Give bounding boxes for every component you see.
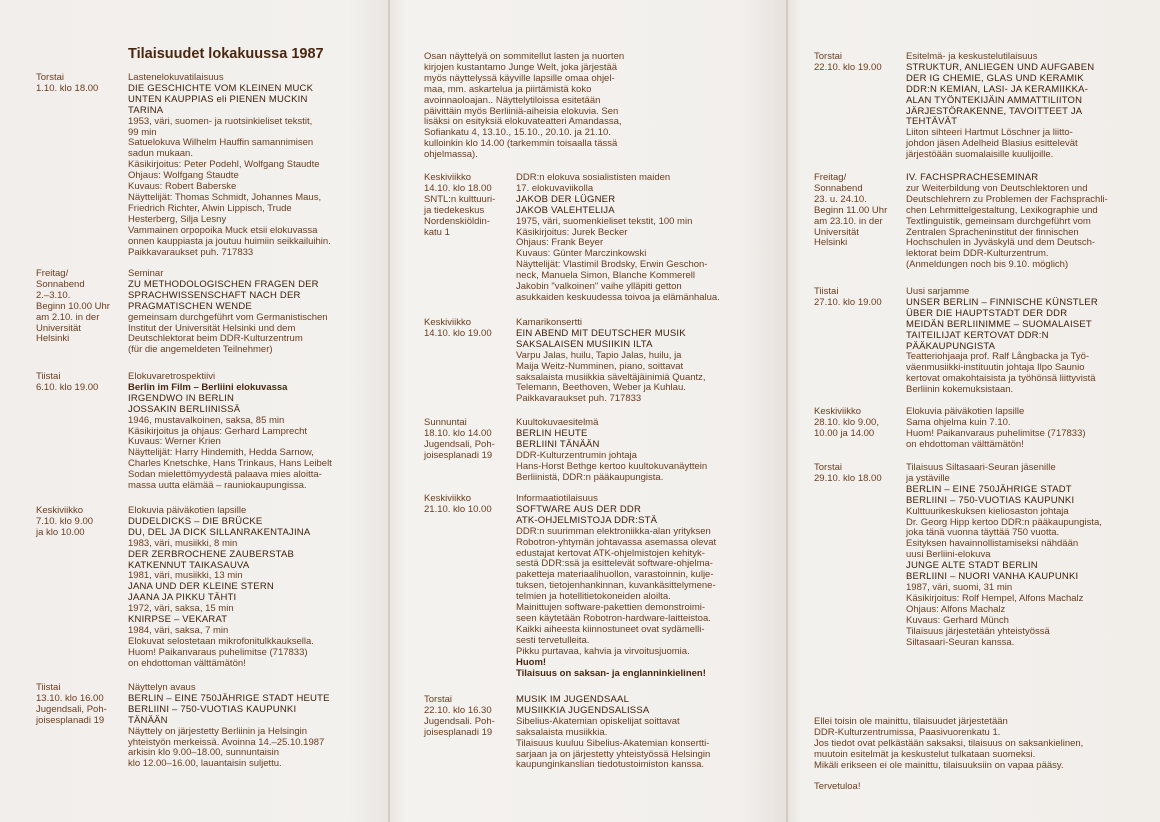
event-text: Näyttelijät: Harry Hindemith, Hedda Sarnow, [128, 447, 314, 459]
event-text: sadun mukaan. [128, 148, 193, 160]
event-heading: JOSSAKIN BERLIINISSÄ [128, 403, 241, 415]
event-date-line: Tiistai [36, 371, 61, 382]
event-text: Kuvaus: Robert Baberske [128, 181, 237, 193]
event-text: 17. elokuvaviikolla [516, 182, 594, 194]
event-description [906, 287, 1098, 396]
event-text: maa, mm. askartelua ja piirtämistä koko [424, 83, 592, 95]
event-date [424, 695, 495, 739]
event-heading: TEHTÄVÄT [906, 116, 958, 128]
event-text: Ohjaus: Alfons Machalz [906, 603, 1006, 615]
event-text: joka tänä vuonna täyttää 750 vuotta. [906, 527, 1060, 539]
event-text: DDR-Kulturzentrumin johtaja [516, 449, 637, 461]
event-text: Hochschulen in Jyväskylä und dem Deutsch- [906, 237, 1096, 249]
event-date-line: 2.–3.10. [36, 289, 71, 301]
event-description [906, 173, 1108, 271]
event-date-line: Universität [36, 322, 81, 334]
event-text: Elokuvia päiväkotien lapsille [128, 505, 247, 516]
event-text: 1946, mustavalkoinen, saksa, 85 min [128, 414, 285, 426]
event-date-line: Keskiviikko [424, 493, 471, 504]
event-heading: JAKOB DER LÜGNER [516, 193, 616, 205]
event-date-line: Jugendsali. Poh- [424, 715, 495, 727]
event-date-line: Beginn 11.00 Uhr [814, 204, 888, 216]
event-heading: BERLIINI – 750-VUOTIAS KAUPUNKI [906, 494, 1075, 506]
event-text: Satuelokuva Wilhelm Hauffin samannimisen [128, 137, 314, 149]
event-date-line: 1.10. klo 18.00 [36, 82, 99, 94]
event-date-line: Helsinki [36, 333, 70, 345]
event-text: avoinnaoloajan.. Näyttelytiloissa esitetään [424, 94, 601, 106]
event-heading: JUNGE ALTE STADT BERLIN [906, 560, 1038, 572]
event-text: saksalaista musiikkia. [516, 726, 608, 738]
event-heading: JÄRJESTÖRAKENNE, TAVOITTEET JA [906, 105, 1083, 117]
event-text: seen käytetään Robotron-hardware-laitteistoa. [516, 612, 711, 624]
event-text: Käsikirjoitus: Peter Podehl, Wolfgang Staudte [128, 159, 320, 171]
event-date-line: Tiistai [36, 682, 61, 693]
event-text: Näyttely on järjestetty Berliinin ja Helsingin [128, 725, 307, 737]
event-date-line: 27.10. klo 19.00 [814, 296, 882, 308]
event-text: muutoin esitelmät ja keskustelut tulkataan suomeksi. [814, 748, 1036, 760]
event-heading: BERLIINI – NUORI VANHA KAUPUNKI [906, 571, 1079, 583]
page-title: Tilaisuudet lokakuussa 1987 [128, 46, 324, 62]
event-heading: TARINA [128, 104, 164, 116]
event-text: Kuvaus: Günter Marczinkowski [516, 248, 647, 260]
event-date-line: Sunnuntai [424, 417, 467, 428]
event-text: 1984, väri, saksa, 7 min [128, 624, 229, 636]
event-date [36, 73, 98, 95]
event-text: (für die angemeldeten Teilnehmer) [128, 344, 273, 356]
event-text: Institut der Universität Helsinki und dem [128, 322, 296, 334]
event-date [814, 287, 882, 309]
event-text: 1953, väri, suomen- ja ruotsinkieliset tekstit, [128, 115, 313, 127]
event-date-line: 22.10. klo 16.30 [424, 704, 492, 716]
event-heading: BERLIINI – 750-VUOTIAS KAUPUNKI [128, 703, 297, 715]
event-description [128, 73, 331, 258]
event-text: edustajat kertovat ATK-ohjelmistojen kehityk- [516, 547, 705, 559]
event-date-line: Torstai [424, 694, 452, 705]
event-text: Berliinistä, DDR:n pääkaupungista. [516, 471, 664, 483]
event-date-line: Keskiviikko [424, 317, 471, 328]
event-description [128, 683, 330, 770]
event-date-line: 21.10. klo 10.00 [424, 503, 492, 515]
event-text: on ehdottoman välttämätön! [906, 438, 1024, 450]
event-date-line: joisesplanadi 19 [424, 726, 493, 738]
event-text: Kuultokuvaesitelmä [516, 417, 599, 428]
event-text: kulloinkin klo 14.00 (tarkemmin toisaalla tässä [424, 138, 618, 150]
event-date-line: Torstai [814, 462, 842, 473]
event-date-line: 18.10. klo 14.00 [424, 427, 492, 439]
event-date [36, 372, 98, 394]
event-text: ohjelmassa). [424, 149, 478, 161]
event-date-line: 14.10. klo 19.00 [424, 327, 492, 339]
event-heading: TAITEILIJAT KERTOVAT DDR:N [906, 329, 1049, 341]
event-heading: ZU METHODOLOGISCHEN FRAGEN DER [128, 278, 319, 290]
event-date-line: 23. u. 24.10. [814, 193, 867, 205]
event-text: Berliinin kokemuksistaan. [906, 384, 1014, 396]
event-text: lektorat beim DDR-Kulturzentrum. [906, 248, 1049, 260]
event-date [36, 506, 93, 539]
event-text: massa uutta elämää – rauniokaupungissa. [128, 480, 307, 492]
event-text: 1983, väri, musiikki, 8 min [128, 537, 238, 549]
event-text: Kulttuurikeskuksen kieliosaston johtaja [906, 505, 1069, 517]
event-text: Telemann, Beethoven, Weber ja Kuhlau. [516, 382, 686, 394]
event-date-line: ja klo 10.00 [36, 526, 85, 538]
event-text: Deutschlektorat beim DDR-Kulturzentrum [128, 333, 303, 345]
event-text: myös näyttelyssä käyville lapsille omaa ohjel- [424, 72, 615, 84]
event-heading: STRUKTUR, ANLIEGEN UND AUFGABEN [906, 61, 1095, 73]
fold-line [786, 0, 788, 822]
event-text: Kuvaus: Gerhard Münch [906, 614, 1009, 626]
event-text: tuksen, tietojenhankinnan, kuvankäsittelymene- [516, 580, 716, 592]
event-date-line: 28.10. klo 9.00, [814, 416, 879, 428]
event-date [424, 173, 495, 238]
event-description [516, 494, 716, 679]
event-date-line: am 2.10. in der [36, 311, 100, 323]
event-text: paketteja materiaalihuollon, varastoinnin, kulje- [516, 569, 714, 581]
event-text: Charles Knetschke, Hans Trinkaus, Hans Leibelt [128, 458, 332, 470]
event-date-line: joisesplanadi 19 [36, 714, 105, 726]
event-date [424, 418, 495, 462]
event-text: Huom! Paikanvaraus puhelimitse (717833) [128, 646, 308, 658]
event-text: chen Lehrmittelgestaltung, Lexikographie und [906, 204, 1098, 216]
event-text: DDR-Kulturzentrumissa, Paasivuorenkatu 1. [814, 726, 1001, 738]
event-text: Kamarikonsertti [516, 317, 582, 328]
event-date-line: Sonnabend [36, 278, 85, 290]
event-text: telmien ja hotellitietokoneiden aloilta. [516, 591, 671, 603]
event-text: johdon jäsen Adelheid Blasius esittelevät [906, 138, 1078, 150]
event-text: Osan näyttelyä on sommitellut lasten ja nuorten [424, 51, 625, 62]
event-text: järjestöään suomalaisille kuulijoille. [906, 149, 1054, 161]
event-text: 99 min [128, 126, 157, 138]
event-text: Varpu Jalas, huilu, Tapio Jalas, huilu, ja [516, 349, 682, 361]
event-text: Käsikirjoitus: Rolf Hempel, Alfons Machalz [906, 592, 1084, 604]
event-heading: EIN ABEND MIT DEUTSCHER MUSIK [516, 327, 686, 339]
fold-line [388, 0, 390, 822]
event-date-line: Tiistai [814, 286, 839, 297]
event-text: Friedrich Richter, Alwin Lippisch, Trude [128, 202, 292, 214]
event-text: kertovat omakohtaisista ja työhönsä liittyvistä [906, 373, 1096, 385]
event-date-line: Keskiviikko [36, 505, 83, 516]
event-description [516, 318, 706, 405]
event-heading: BERLIN – EINE 750JÄHRIGE STADT HEUTE [128, 692, 330, 704]
event-date-line: 7.10. klo 9.00 [36, 515, 94, 527]
event-text: Teatteriohjaaja prof. Ralf Långbacka ja Työ- [906, 351, 1090, 363]
event-date-line: SNTL:n kulttuuri- [424, 193, 496, 205]
event-date-line: ja tiedekeskus [424, 204, 485, 216]
event-text: Sibelius-Akatemian opiskelijat soittavat [516, 715, 680, 727]
event-heading: JAANA JA PIKKU TÄHTI [128, 592, 237, 604]
event-text: Seminar [128, 268, 164, 279]
event-text: Tilaisuus Siltasaari-Seuran jäsenille [906, 462, 1056, 473]
event-text: Ohjaus: Frank Beyer [516, 237, 604, 249]
event-date-line: Universität [814, 226, 859, 238]
event-description [906, 407, 1086, 451]
event-heading: MUSIIKKIA JUGENDSALISSA [516, 704, 650, 716]
event-text: DDR:n suurimman elektroniikka-alan yrityksen [516, 525, 711, 537]
event-text: Pikku purtavaa, kahvia ja virvoitusjuomia. [516, 645, 690, 657]
event-text: Mainittujen software-pakettien demonstroimi- [516, 602, 706, 614]
event-text: Hans-Horst Bethge kertoo kuultokuvanäyttein [516, 460, 708, 472]
event-text: Käsikirjoitus ja ohjaus: Gerhard Lamprecht [128, 425, 308, 437]
event-date-line: Keskiviikko [814, 406, 861, 417]
event-text: Tilaisuus on saksan- ja englanninkielinen! [516, 667, 706, 679]
event-text: Esityksen havainnollistamiseksi nähdään [906, 538, 1079, 550]
event-text: Zentralen Spracheninstitut der finnischen [906, 226, 1079, 238]
event-heading: BERLIN HEUTE [516, 427, 588, 439]
event-text: Mikäli erikseen ei ole mainittu, tilaisuuksiin on vapaa pääsy. [814, 759, 1064, 771]
event-heading: JAKOB VALEHTELIJA [516, 204, 615, 216]
event-heading: KATKENNUT TAIKASAUVA [128, 559, 250, 571]
event-text: Uusi sarjamme [906, 286, 970, 297]
event-date-line: Freitag/ [814, 172, 847, 183]
event-text: Huom! Paikanvaraus puhelimitse (717833) [906, 427, 1086, 439]
event-heading: MUSIK IM JUGENDSAAL [516, 694, 630, 705]
event-heading: ALAN TYÖNTEKIJÄIN AMMATTILIITON [906, 94, 1083, 106]
event-text: gemeinsam durchgeführt vom Germanistischen [128, 311, 328, 323]
event-text: Jakobin "valkoinen" vaihe ylläpiti getton [516, 281, 682, 293]
event-date [814, 173, 887, 249]
event-date-line: Freitag/ [36, 268, 69, 279]
event-date-line: 29.10. klo 18.00 [814, 472, 882, 484]
event-description [128, 372, 332, 492]
event-text: Näyttelijät: Thomas Schmidt, Johannes Maus, [128, 191, 322, 203]
event-date-line: Helsinki [814, 237, 848, 249]
event-heading: DIE GESCHICHTE VOM KLEINEN MUCK [128, 82, 314, 94]
event-description [516, 695, 710, 771]
event-heading: DUDELDICKS – DIE BRÜCKE [128, 515, 263, 527]
event-text: kirjojen kustantamo Junge Welt, joka järjestää [424, 61, 618, 73]
event-text: päivittäin myös Berliiniä-aiheisia elokuvia. Sen [424, 105, 619, 117]
event-heading: UNSER BERLIN – FINNISCHE KÜNSTLER [906, 296, 1098, 308]
event-text: Textlinguistik, gemeinsam durchgeführt vom [906, 215, 1091, 227]
event-date [424, 318, 492, 340]
event-text: on ehdottoman välttämätön! [128, 657, 246, 669]
event-heading: DER IG CHEMIE, GLAS UND KERAMIK [906, 72, 1084, 84]
event-text: Kuvaus: Werner Krien [128, 436, 221, 448]
event-date-line: 13.10. klo 16.00 [36, 692, 104, 704]
event-description [128, 506, 314, 670]
event-text: Sodan mielettömyydestä palaava mies aloitta- [128, 469, 322, 481]
event-heading: ATK-OHJELMISTOJA DDR:STÄ [516, 514, 658, 526]
event-text: sarjaan ja on järjestetty yhteistyössä Helsingin [516, 748, 711, 760]
event-date-line: Keskiviikko [424, 172, 471, 183]
event-heading: SPRACHWISSENSCHAFT NACH DER [128, 289, 301, 301]
event-text: saksalaista musiikkia säveltäjäinimiä Quantz, [516, 371, 706, 383]
event-description [516, 173, 720, 304]
event-text: Lastenelokuvatilaisuus [128, 72, 224, 83]
event-text: kaupunginkanslian tiedotustoimiston kanssa. [516, 759, 705, 771]
event-text: neck, Manuela Simon, Blanche Kommerell [516, 270, 696, 282]
event-text: (Anmeldungen noch bis 9.10. möglich) [906, 259, 1069, 271]
event-text: 1972, väri, saksa, 15 min [128, 603, 234, 615]
event-text: klo 12.00–16.00, lauantaisin suljettu. [128, 758, 282, 770]
event-text: Tilaisuus kuuluu Sibelius-Akatemian konsertti- [516, 737, 710, 749]
event-heading: DDR:N KEMIAN, LASI- JA KERAMIIKKA- [906, 83, 1089, 95]
event-text: yhteistyön merkeissä. Avoinna 14.–25.10.1987 [128, 736, 325, 748]
event-text: Sofiankatu 4, 13.10., 15.10., 20.10. ja 21.10. [424, 127, 611, 139]
event-text: ja ystäville [906, 472, 950, 484]
event-text: Informaatiotilaisuus [516, 493, 598, 504]
event-date-line: Beginn 10.00 Uhr [36, 300, 110, 312]
event-text: Dr. Georg Hipp kertoo DDR:n pääkaupungista, [906, 516, 1102, 528]
event-text: 1981, väri, musiikki, 13 min [128, 570, 243, 582]
event-date-line: am 23.10. in der [814, 215, 883, 227]
event-heading: IRGENDWO IN BERLIN [128, 392, 234, 404]
event-date [814, 52, 882, 74]
event-heading: TÄNÄÄN [128, 714, 168, 726]
event-text: Siltasaari-Seuran kanssa. [906, 636, 1015, 648]
event-text: sestä DDR:ssä ja esittelevät software-ohjelma- [516, 558, 713, 570]
event-date [36, 269, 110, 345]
event-text: Tilaisuus järjestetään yhteistyössä [906, 625, 1050, 637]
event-heading: BERLIINI TÄNÄÄN [516, 438, 600, 450]
event-heading: BERLIN – EINE 750JÄHRIGE STADT [906, 483, 1072, 495]
event-heading: ÜBER DIE HAUPTSTADT DER DDR [906, 307, 1068, 319]
event-text: Vammainen orpopoika Muck etsii elokuvassa [128, 224, 318, 236]
event-heading: DU, DEL JA DICK SILLANRAKENTAJINA [128, 526, 311, 538]
event-text: Sama ohjelma kuin 7.10. [906, 416, 1011, 428]
event-date [424, 494, 492, 516]
event-text: Elokuvaretrospektiivi [128, 371, 216, 382]
event-text: onnen kauppiasta ja joutuu huimiin seikkailuihin. [128, 235, 331, 247]
event-date [36, 683, 107, 727]
event-date [814, 463, 882, 485]
event-text: Ellei toisin ole mainittu, tilaisuudet järjestetään [814, 716, 1008, 727]
event-date-line: Torstai [814, 51, 842, 62]
event-text: Paikkavaraukset puh. 717833 [128, 246, 254, 258]
event-date-line: Sonnabend [814, 182, 863, 194]
event-description [906, 52, 1094, 161]
event-text: uusi Berliini-elokuva [906, 549, 991, 561]
event-heading: IV. FACHSPRACHESEMINAR [906, 172, 1039, 183]
event-date-line: 6.10. klo 19.00 [36, 381, 99, 393]
event-text: Hesterberg, Silja Lesny [128, 213, 227, 225]
event-text: väenmusiikki-instituutin johtaja Ilpo Saunio [906, 362, 1085, 374]
event-text: Ohjaus: Wolfgang Staudte [128, 170, 239, 182]
event-heading: DER ZERBROCHENE ZAUBERSTAB [128, 548, 295, 560]
event-description [814, 717, 1083, 793]
event-text: Näyttelyn avaus [128, 682, 196, 693]
event-date-line: katu 1 [424, 226, 450, 238]
event-text: Elokuvat selostetaan mikrofonitulkkauksella. [128, 635, 314, 647]
event-text: DDR:n elokuva sosialististen maiden [516, 172, 671, 183]
event-text: zur Weiterbildung von Deutschlektoren und [906, 182, 1088, 194]
event-text: sesti tervetulleita. [516, 634, 590, 646]
event-heading: PÄÄKAUPUNGISTA [906, 340, 996, 352]
event-heading: KNIRPSE – VEKARAT [128, 614, 228, 626]
event-heading: MEIDÄN BERLIINIMME – SUOMALAISET [906, 318, 1092, 330]
event-text: 1987, väri, suomi, 31 min [906, 581, 1013, 593]
event-text: Paikkavaraukset puh. 717833 [516, 393, 642, 405]
event-date-line: 10.00 ja 14.00 [814, 427, 875, 439]
event-text: Huom! [516, 656, 547, 668]
event-date-line: Jugendsali, Poh- [36, 703, 107, 715]
event-date-line: Torstai [36, 72, 64, 83]
event-text: arkisin klo 9.00–18.00, sunnuntaisin [128, 747, 280, 759]
event-text: Elokuvia päiväkotien lapsille [906, 406, 1025, 417]
event-text: Käsikirjoitus: Jurek Becker [516, 226, 628, 238]
event-heading: PRAGMATISCHEN WENDE [128, 300, 252, 312]
event-text: Näyttelijät: Vlastimil Brodsky, Erwin Geschon- [516, 259, 708, 271]
event-text: Esitelmä- ja keskustelutilaisuus [906, 51, 1038, 62]
event-text: Tervetuloa! [814, 781, 861, 793]
event-text: Maija Weitz-Numminen, piano, soittavat [516, 360, 684, 372]
event-heading: UNTEN KAUPPIAS eli PIENEN MUCKIN [128, 93, 308, 105]
event-description [128, 269, 328, 356]
event-date-line: joisesplanadi 19 [424, 449, 493, 461]
event-text: lisäksi on esityksiä elokuvateatteri Amandassa, [424, 116, 622, 128]
event-text: Berlin im Film – Berliini elokuvassa [128, 381, 288, 393]
event-date-line: 22.10. klo 19.00 [814, 61, 882, 73]
event-heading: JANA UND DER KLEINE STERN [128, 581, 274, 593]
event-text: asukkaiden keskuudessa toivoa ja elämänhalua. [516, 291, 720, 303]
event-heading: SOFTWARE AUS DER DDR [516, 503, 642, 515]
event-description [906, 463, 1102, 648]
event-text: Jos tiedot ovat pelkästään saksaksi, tilaisuus on saksankielinen, [814, 737, 1084, 749]
event-text: 1975, väri, suomenkieliset tekstit, 100 min [516, 215, 693, 227]
event-description [424, 52, 624, 161]
event-text: Kaikki aiheesta kiinnostuneet ovat sydämelli- [516, 623, 705, 635]
event-text: Robotron-yhtymän johtavassa asemassa olevat [516, 536, 717, 548]
event-date-line: 14.10. klo 18.00 [424, 182, 492, 194]
event-date-line: Jugendsali, Poh- [424, 438, 495, 450]
event-heading: SAKSALAISEN MUSIIKIN ILTA [516, 338, 653, 350]
event-date-line: Nordenskiöldin- [424, 215, 491, 227]
event-text: Liiton sihteeri Hartmut Löschner ja liitto- [906, 127, 1073, 139]
event-text: Deutschlehrern zu Problemen der Fachsprachli- [906, 193, 1108, 205]
event-description [516, 418, 707, 483]
event-date [814, 407, 879, 440]
